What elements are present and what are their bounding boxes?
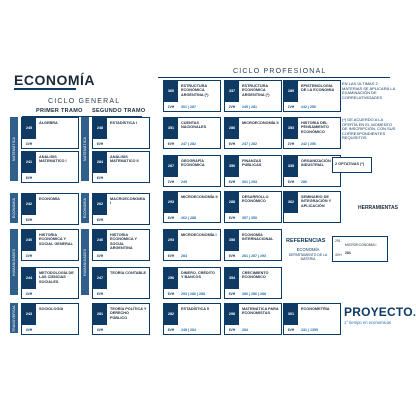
course-prereq: 248 | 284 bbox=[181, 328, 196, 332]
course-load: 4VH bbox=[22, 250, 36, 260]
course-prereq: 301 | 293 bbox=[242, 180, 257, 184]
course-load: 6VH bbox=[225, 250, 239, 260]
course-code: 293 bbox=[164, 230, 178, 250]
course-code: 335 bbox=[284, 156, 298, 176]
course-code-column bbox=[22, 268, 36, 298]
course-card[interactable] bbox=[163, 117, 221, 149]
course-card[interactable] bbox=[224, 267, 282, 299]
course-code-column bbox=[164, 81, 178, 111]
course-code: 241 bbox=[22, 152, 36, 172]
course-name: METODOLOGÍA DE LAS CIENCIAS SOCIALES bbox=[39, 271, 74, 284]
course-card[interactable] bbox=[21, 303, 79, 335]
course-code-column bbox=[93, 304, 107, 334]
course-load: 2VH bbox=[164, 101, 178, 111]
course-code: 284 bbox=[93, 152, 107, 172]
course-load: 2VH bbox=[284, 138, 298, 148]
course-name: ECONOMÍA bbox=[39, 197, 60, 201]
course-load: 6VH bbox=[284, 324, 298, 334]
course-card[interactable] bbox=[21, 229, 79, 261]
references-sample-name: MICROECONOMÍA I bbox=[345, 243, 377, 247]
course-code: 360 bbox=[164, 81, 178, 101]
course-code: 337 bbox=[225, 81, 239, 101]
course-prereq: 242 | 256 bbox=[301, 142, 316, 146]
optativas-card[interactable] bbox=[332, 157, 372, 173]
course-code: 240 bbox=[22, 230, 36, 250]
course-code-column bbox=[284, 304, 298, 334]
course-card[interactable] bbox=[283, 80, 341, 112]
band-humanidades-2: HUMANIDADES bbox=[81, 229, 89, 295]
course-name: ESTRUCTURA ECONÓMICA ARGENTINA (*) bbox=[242, 84, 270, 97]
references-sample-load: 4VH bbox=[335, 253, 342, 257]
course-code-column bbox=[164, 118, 178, 148]
course-name: DINERO, CRÉDITO Y BANCOS bbox=[181, 271, 215, 280]
course-card[interactable] bbox=[163, 267, 221, 299]
course-card[interactable] bbox=[92, 229, 150, 261]
band-matematica: MATEMÁTICA bbox=[10, 117, 18, 181]
course-code: 287 bbox=[164, 156, 178, 176]
note-optativas: (*) DE ACUERDO A LA OFERTA EN EL MOMENTO DE INSCRIPCIÓN, CON SUS CORRESPONDIENTES REQUISITOS bbox=[342, 117, 396, 141]
course-name: MICROECONOMÍA II bbox=[242, 121, 279, 125]
course-name: MICROECONOMÍA I bbox=[181, 233, 217, 237]
course-code-column bbox=[225, 81, 239, 111]
course-name: CUENTAS NACIONALES bbox=[181, 121, 207, 130]
course-code-column bbox=[225, 268, 239, 298]
brand-dot: . bbox=[412, 305, 416, 319]
course-code-column bbox=[164, 230, 178, 260]
course-load: 6VH bbox=[93, 214, 107, 224]
references-dept: ECONOMÍA bbox=[296, 247, 320, 252]
course-prereq: 249 | 281 bbox=[242, 105, 257, 109]
course-code: 245 bbox=[22, 118, 36, 138]
course-prereq: 301 | 287 bbox=[181, 105, 196, 109]
course-name: ORGANIZACIÓN INDUSTRIAL bbox=[301, 159, 331, 168]
course-name: ESTADÍSTICA I bbox=[110, 121, 138, 125]
course-code: 256 bbox=[164, 268, 178, 288]
course-card[interactable] bbox=[224, 303, 282, 335]
course-load: 6VH bbox=[93, 138, 107, 148]
course-code: 248 bbox=[93, 118, 107, 138]
course-load: 6VH bbox=[225, 138, 239, 148]
course-load: 4VH bbox=[93, 250, 107, 260]
course-code-column bbox=[93, 194, 107, 224]
course-load: 4VH bbox=[93, 324, 107, 334]
course-card[interactable] bbox=[92, 193, 150, 225]
course-code: 281 bbox=[93, 304, 107, 324]
course-name: ESTRUCTURA ECONÓMICA ARGENTINA (*) bbox=[181, 84, 209, 97]
course-name: ANÁLISIS MATEMÁTICO II bbox=[110, 155, 139, 164]
course-name: DESARROLLO ECONÓMICO bbox=[242, 195, 269, 204]
course-load bbox=[284, 212, 298, 222]
course-name: ÁLGEBRA bbox=[39, 121, 58, 125]
course-code: 262 bbox=[93, 194, 107, 214]
course-card[interactable] bbox=[92, 267, 150, 299]
references-dept-sub: DEPARTAMENTO DE LA MATERIA bbox=[288, 253, 328, 261]
course-name: GEOGRAFÍA ECONÓMICA bbox=[181, 159, 205, 168]
course-code-column bbox=[225, 156, 239, 186]
course-code: 289 bbox=[284, 81, 298, 101]
course-code-column bbox=[225, 230, 239, 260]
herramientas-label: HERRAMIENTAS bbox=[358, 205, 398, 211]
course-code-column bbox=[93, 118, 107, 148]
course-prereq: 284 bbox=[181, 254, 187, 258]
course-card[interactable] bbox=[283, 303, 341, 335]
course-card[interactable] bbox=[163, 155, 221, 187]
course-prereq: 247 | 282 bbox=[242, 142, 257, 146]
brand-logo bbox=[344, 305, 416, 319]
course-card[interactable] bbox=[163, 191, 221, 223]
course-name: MATEMÁTICA PARA ECONOMISTAS bbox=[242, 307, 279, 316]
course-name: SOCIOLOGÍA bbox=[39, 307, 64, 311]
course-code-column bbox=[22, 304, 36, 334]
course-card[interactable] bbox=[224, 80, 282, 112]
references-title: REFERENCIAS bbox=[286, 238, 326, 244]
profesional-underline bbox=[158, 77, 390, 78]
course-code: 243 bbox=[22, 304, 36, 324]
title-underline bbox=[14, 88, 76, 90]
course-card[interactable] bbox=[92, 151, 150, 183]
course-name: MICROECONOMÍA II bbox=[181, 195, 218, 199]
course-load: 6VH bbox=[93, 172, 107, 182]
course-code-column bbox=[225, 304, 239, 334]
course-prereq: 286 | 286 | 288 bbox=[242, 292, 266, 296]
course-prereq: 247 | 282 bbox=[181, 142, 196, 146]
course-prereq: 231 | 1359 bbox=[301, 328, 318, 332]
band-matematica-2: MATEMÁTICA bbox=[81, 117, 89, 181]
course-name: HISTORIA ECONÓMICA Y SOCIAL ARGENTINA bbox=[110, 233, 137, 251]
band-transversal: TRANSVERSAL bbox=[12, 304, 16, 332]
course-load: 6VH bbox=[164, 138, 178, 148]
course-card[interactable] bbox=[163, 303, 221, 335]
band-economia: ECONOMÍA bbox=[10, 193, 18, 223]
course-name: ECONOMÍA INTERNACIONAL bbox=[242, 233, 274, 242]
course-prereq: 249 bbox=[181, 180, 187, 184]
course-card[interactable] bbox=[21, 117, 79, 149]
course-code-column bbox=[284, 156, 298, 186]
course-name: FINANZAS PÚBLICAS bbox=[242, 159, 262, 168]
course-card[interactable] bbox=[92, 117, 150, 149]
course-name: CRECIMIENTO ECONÓMICO bbox=[242, 271, 269, 280]
course-code: 286 bbox=[225, 118, 239, 138]
course-load: 6VH bbox=[22, 172, 36, 182]
course-load: 4VH bbox=[22, 324, 36, 334]
course-name: ESTADÍSTICA II bbox=[181, 307, 210, 311]
course-load: 6VH bbox=[164, 212, 178, 222]
course-card[interactable] bbox=[163, 80, 221, 112]
course-load: 4VH bbox=[22, 288, 36, 298]
references-sample-prereq: 284 bbox=[345, 251, 351, 255]
course-card[interactable] bbox=[21, 193, 79, 225]
brand-name: PROYECTO bbox=[344, 305, 413, 319]
course-code: 298 bbox=[225, 304, 239, 324]
course-code-column bbox=[22, 230, 36, 260]
references-sample-card bbox=[332, 236, 388, 262]
course-code-column bbox=[284, 192, 298, 222]
course-code-column bbox=[93, 268, 107, 298]
course-load: 6VH bbox=[225, 176, 239, 186]
course-code: 354 bbox=[225, 268, 239, 288]
references-sample-code: 291 bbox=[335, 239, 341, 243]
course-prereq: 242 | 256 bbox=[301, 105, 316, 109]
course-code-column bbox=[22, 194, 36, 224]
course-name: EPISTEMOLOGÍA DE LA ECONOMÍA bbox=[301, 84, 335, 93]
course-card[interactable] bbox=[224, 155, 282, 187]
optativas-label: 2 OPTATIVAS (*) bbox=[335, 162, 365, 166]
course-load: 6VH bbox=[225, 324, 239, 334]
course-code-column bbox=[164, 268, 178, 298]
course-code-column bbox=[93, 152, 107, 182]
course-prereq: 262 | 288 bbox=[181, 216, 196, 220]
ciclo-profesional-title: CICLO PROFESIONAL bbox=[233, 68, 327, 75]
course-load: 6VH bbox=[225, 288, 239, 298]
course-code-column bbox=[225, 192, 239, 222]
course-code-column bbox=[284, 81, 298, 111]
course-code: 351 bbox=[164, 118, 178, 138]
course-card[interactable] bbox=[283, 117, 341, 149]
course-name: TEORÍA CONTABLE bbox=[110, 271, 147, 275]
course-name: SEMINARIO DE INTEGRACIÓN Y APLICACIÓN bbox=[301, 195, 332, 208]
course-load: 6VH bbox=[164, 324, 178, 334]
course-name: ECONOMETRÍA bbox=[301, 307, 330, 311]
course-code: 293 bbox=[164, 192, 178, 212]
band-economia-2: ECONOMÍA bbox=[81, 193, 89, 223]
course-card[interactable] bbox=[92, 303, 150, 335]
course-code: 288 bbox=[225, 192, 239, 212]
ciclo-general-title: CICLO GENERAL bbox=[48, 98, 121, 105]
course-name: ANÁLISIS MATEMÁTICO I bbox=[39, 155, 67, 164]
course-code: 301 bbox=[284, 304, 298, 324]
course-code-column bbox=[164, 192, 178, 222]
page-title: ECONOMÍA bbox=[14, 72, 95, 88]
brand-tagline: 1° tiempo en economicas bbox=[344, 320, 392, 325]
course-load: 4VH bbox=[22, 138, 36, 148]
primer-tramo-title: PRIMER TRAMO bbox=[36, 108, 83, 114]
note-correlatividades: EN LAS ÚLTIMAS 2 MATERIAS SE APLICARÁ LA EXAMINACIÓN DE CORRELATIVIDADES bbox=[342, 81, 396, 100]
course-card[interactable] bbox=[224, 229, 282, 261]
course-code-column bbox=[22, 152, 36, 182]
course-name: TEORÍA POLÍTICA Y DERECHO PÚBLICO bbox=[110, 307, 147, 320]
course-code: 358 bbox=[225, 230, 239, 250]
course-card[interactable] bbox=[224, 191, 282, 223]
course-card[interactable] bbox=[21, 151, 79, 183]
course-name: HISTORIA ECONÓMICA Y SOCIAL GENERAL bbox=[39, 233, 73, 246]
course-code: 244 bbox=[22, 268, 36, 288]
course-load: 2VH bbox=[284, 101, 298, 111]
course-card[interactable] bbox=[224, 117, 282, 149]
course-code: 246 bbox=[93, 230, 107, 250]
course-prereq: 286 bbox=[301, 180, 307, 184]
course-load: 6VH bbox=[164, 288, 178, 298]
course-code-column bbox=[22, 118, 36, 148]
course-card[interactable] bbox=[21, 267, 79, 299]
course-load: 2VH bbox=[164, 176, 178, 186]
course-name: MACROECONOMÍA I bbox=[110, 197, 146, 206]
course-code: 247 bbox=[93, 268, 107, 288]
course-load: 6VH bbox=[164, 250, 178, 260]
course-code-column bbox=[164, 304, 178, 334]
course-name: HISTORIA DEL PENSAMIENTO ECONÓMICO bbox=[301, 121, 329, 134]
course-load: 6VH bbox=[22, 214, 36, 224]
course-code: 362 bbox=[284, 192, 298, 212]
segundo-tramo-title: SEGUNDO TRAMO bbox=[92, 108, 146, 114]
course-code: 242 bbox=[22, 194, 36, 214]
course-code: 356 bbox=[225, 156, 239, 176]
course-load: 6VH bbox=[93, 288, 107, 298]
course-code: 282 bbox=[164, 304, 178, 324]
band-humanidades: HUMANIDADES bbox=[10, 229, 18, 295]
course-code-column bbox=[284, 118, 298, 148]
course-prereq: 293 | 286 | 288 bbox=[181, 292, 205, 296]
course-prereq: 357 | 350 bbox=[242, 216, 257, 220]
course-load: 2VH bbox=[225, 101, 239, 111]
course-card[interactable] bbox=[283, 191, 341, 223]
course-card[interactable] bbox=[163, 229, 221, 261]
course-code: 353 bbox=[284, 118, 298, 138]
course-load: 6VH bbox=[284, 176, 298, 186]
course-load: 6VH bbox=[225, 212, 239, 222]
course-code-column bbox=[164, 156, 178, 186]
course-code-column bbox=[225, 118, 239, 148]
course-prereq: 284 bbox=[242, 328, 248, 332]
course-prereq: 281 | 287 | 293 bbox=[242, 254, 266, 258]
course-code-column bbox=[93, 230, 107, 260]
